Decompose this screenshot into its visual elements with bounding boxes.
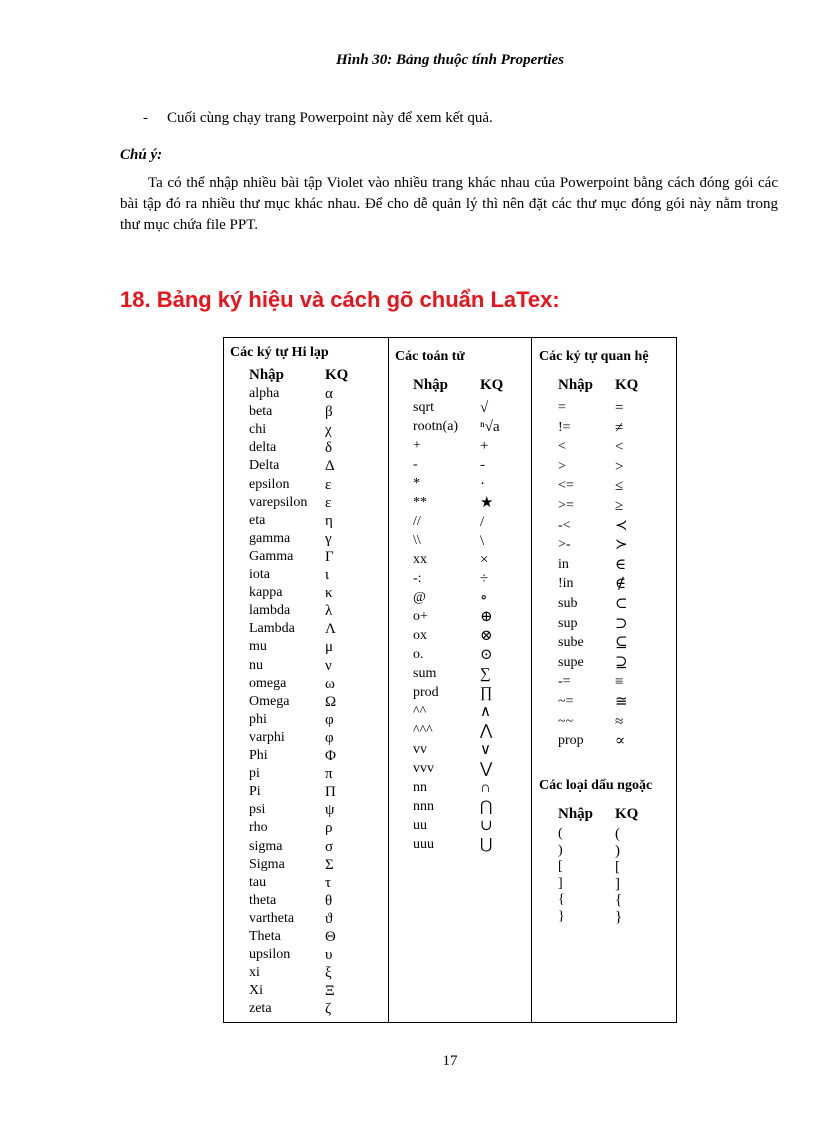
relation-symbol-result: ⊃ — [615, 615, 628, 632]
greek-symbol-result: ι — [325, 567, 330, 583]
bullet-line — [143, 110, 493, 127]
operator-symbol-result: ⊗ — [480, 628, 493, 644]
operator-symbol-input: rootn(a) — [413, 419, 459, 434]
bracket-symbol-result: ) — [615, 842, 620, 859]
relations-column-title: Các ký tự quan hệ — [539, 349, 649, 364]
operator-symbol-input: ox — [413, 628, 427, 643]
relation-symbol-result: ⊆ — [615, 635, 628, 652]
note-body: Ta có thể nhập nhiều bài tập Violet vào nhiều trang khác nhau của Powerpoint bằng cách đóng gói các bài tập đó ra nhiều thư mục khác nhau. Để cho dễ quản lý thì nên đặt các thư mục đóng gói này nằm trong thư mục chứa file PPT. — [120, 175, 778, 233]
operator-symbol-result: + — [480, 438, 489, 454]
operator-symbol-result: ⁿ√a — [480, 419, 500, 435]
operator-symbol-result: \ — [480, 533, 485, 549]
operator-symbol-input: + — [413, 438, 421, 453]
operator-symbol-input: -: — [413, 571, 422, 586]
operator-symbol-input: \\ — [413, 533, 421, 548]
operator-symbol-result-header: KQ — [480, 377, 504, 393]
greek-symbol-input: tau — [249, 874, 267, 890]
relation-symbol-result: ≅ — [615, 694, 628, 710]
relation-symbol-input: >= — [558, 498, 574, 513]
greek-symbol-input: Lambda — [249, 621, 295, 637]
greek-symbol-result: ε — [325, 476, 332, 493]
relation-symbol-result: ≺ — [615, 517, 628, 534]
operator-symbol-input: o+ — [413, 609, 428, 624]
operator-symbol-input: uuu — [413, 837, 434, 852]
operator-symbol-result: ∑ — [480, 666, 491, 682]
greek-symbol-result: σ — [325, 838, 334, 855]
greek-symbol-input: varepsilon — [249, 494, 308, 510]
operator-symbol-input: sqrt — [413, 400, 434, 415]
greek-symbol-input-header: Nhập — [249, 367, 285, 383]
greek-symbol-result: κ — [325, 585, 333, 602]
greek-symbol-result: τ — [325, 874, 332, 891]
operator-symbol-result: ∧ — [480, 704, 491, 720]
operator-symbol-result: ∨ — [480, 742, 491, 758]
greek-symbol-result: Δ — [325, 458, 335, 475]
greek-symbol-input: omega — [249, 675, 287, 691]
column-divider — [388, 338, 389, 1022]
operator-symbol-input: nn — [413, 780, 427, 795]
greek-symbol-input: gamma — [249, 530, 291, 546]
operator-symbol-input: @ — [413, 590, 426, 605]
greek-symbol-input: Delta — [249, 458, 280, 474]
operator-symbol-input-header: Nhập — [413, 377, 449, 393]
greek-symbol-input: psi — [249, 802, 266, 818]
bracket-symbol-result: [ — [615, 859, 620, 875]
relation-symbol-input: sube — [558, 635, 584, 651]
bullet-text: Cuối cùng chạy trang Powerpoint này để xem kết quả. — [167, 110, 493, 126]
relation-symbol-input: = — [558, 400, 566, 415]
operator-symbol-input: nnn — [413, 799, 434, 814]
greek-symbol-input: Pi — [249, 784, 261, 800]
operator-symbol-result: √ — [480, 400, 489, 416]
greek-symbol-result: ψ — [325, 802, 335, 819]
relation-symbol-result: ≡ — [615, 674, 624, 691]
operator-symbol-result: · — [480, 476, 485, 492]
relation-symbol-input: ~~ — [558, 713, 574, 729]
page-number: 17 — [442, 1053, 458, 1069]
greek-symbol-result: ε — [325, 494, 332, 511]
greek-symbol-result: Ξ — [325, 983, 335, 1000]
greek-symbol-input: kappa — [249, 585, 283, 601]
operator-symbol-input: prod — [413, 685, 439, 700]
greek-symbol-input: Xi — [249, 983, 263, 999]
operator-symbol-input: vvv — [413, 761, 434, 776]
greek-symbol-result: θ — [325, 892, 333, 909]
greek-symbol-input: zeta — [249, 1001, 272, 1017]
relation-symbol-input: > — [558, 458, 566, 474]
bracket-symbol-input: [ — [558, 859, 563, 874]
greek-symbol-input: alpha — [249, 386, 280, 401]
greek-symbol-input: theta — [249, 892, 277, 908]
greek-symbol-input: eta — [249, 512, 266, 528]
greek-symbol-input: phi — [249, 711, 267, 727]
greek-symbol-result: α — [325, 386, 333, 402]
operator-symbol-input: * — [413, 476, 420, 491]
greek-symbol-result-header: KQ — [325, 367, 349, 383]
relation-symbol-result: ≤ — [615, 478, 624, 495]
operator-symbol-result: ★ — [480, 495, 494, 511]
greek-symbol-input: delta — [249, 440, 277, 456]
operator-symbol-result: ∩ — [480, 780, 491, 796]
figure-caption: Hình 30: Bảng thuộc tính Properties — [336, 52, 564, 68]
bracket-symbol-input: } — [558, 908, 565, 924]
greek-symbol-input: Gamma — [249, 548, 294, 564]
greek-symbol-input: sigma — [249, 838, 283, 854]
relation-symbol-result: ⊇ — [615, 654, 628, 671]
operator-symbol-input: - — [413, 457, 418, 472]
operator-symbol-input: ^^ — [413, 704, 427, 719]
bracket-symbol-input: ) — [558, 842, 563, 858]
greek-symbol-input: chi — [249, 422, 267, 438]
greek-symbol-input: upsilon — [249, 947, 291, 963]
greek-symbol-input: beta — [249, 404, 273, 420]
operator-symbol-result: ⊕ — [480, 609, 493, 625]
operator-symbol-result: × — [480, 552, 489, 568]
relation-symbol-result-header: KQ — [615, 377, 639, 393]
bracket-symbol-input: ] — [558, 875, 563, 891]
relation-symbol-input: !in — [558, 576, 574, 592]
bracket-symbol-result: ( — [615, 826, 620, 842]
operator-symbol-input: ** — [413, 495, 427, 510]
column-divider — [531, 338, 532, 1022]
relation-symbol-input: supe — [558, 654, 584, 670]
greek-symbol-input: vartheta — [249, 910, 295, 926]
bracket-symbol-result-header: KQ — [615, 806, 639, 822]
greek-symbol-result: π — [325, 766, 333, 783]
relation-symbol-result: ≠ — [615, 419, 624, 436]
operator-symbol-result: ÷ — [480, 571, 489, 587]
greek-symbol-result: λ — [325, 603, 333, 620]
operator-symbol-result: ∪ — [480, 818, 493, 834]
relation-symbol-result: ≈ — [615, 713, 624, 730]
greek-symbol-result: μ — [325, 639, 334, 656]
bracket-symbol-result: { — [615, 892, 623, 908]
relation-symbol-result: ≥ — [615, 498, 624, 514]
greek-symbol-input: Theta — [249, 929, 281, 944]
operator-symbol-result: ⋂ — [480, 799, 493, 815]
operator-symbol-input: xx — [413, 552, 427, 567]
operator-symbol-input: uu — [413, 818, 427, 833]
relation-symbol-result: < — [615, 439, 624, 456]
bracket-symbol-result: ] — [615, 875, 620, 892]
greek-symbol-input: varphi — [249, 729, 285, 745]
operator-symbol-result: / — [480, 514, 485, 530]
operator-symbol-result: ⋀ — [480, 723, 493, 739]
greek-symbol-input: mu — [249, 639, 267, 655]
operator-symbol-input: sum — [413, 666, 437, 681]
greek-symbol-result: η — [325, 512, 333, 529]
greek-symbol-result: δ — [325, 440, 333, 457]
greek-symbol-result: Π — [325, 784, 336, 801]
relation-symbol-result: = — [615, 400, 624, 416]
relation-symbol-result: > — [615, 458, 624, 475]
relation-symbol-input: < — [558, 439, 566, 455]
operator-symbol-result: ⋁ — [480, 761, 493, 777]
operator-symbol-input: o. — [413, 647, 424, 662]
greek-symbol-input: Phi — [249, 748, 268, 763]
bullet-dash: - — [143, 110, 148, 126]
operator-symbol-input: vv — [413, 742, 427, 757]
bracket-symbol-result: } — [615, 908, 623, 925]
greek-column-title: Các ký tự Hi lạp — [230, 345, 329, 360]
relation-symbol-result: ∉ — [615, 576, 627, 593]
relation-symbol-input: sub — [558, 596, 578, 611]
relation-symbol-result: ∝ — [615, 733, 626, 750]
greek-symbol-result: ϑ — [325, 910, 333, 927]
greek-symbol-result: ξ — [325, 965, 332, 982]
relation-symbol-input: >- — [558, 537, 571, 553]
relation-symbol-input: ~= — [558, 694, 574, 709]
greek-symbol-input: rho — [249, 820, 268, 836]
operator-symbol-input: // — [413, 514, 421, 529]
greek-symbol-result: γ — [325, 530, 332, 547]
greek-symbol-result: Θ — [325, 929, 336, 945]
operator-symbol-input: ^^^ — [413, 723, 433, 738]
brackets-column-title: Các loại dấu ngoặc — [539, 778, 653, 793]
latex-symbol-table — [223, 337, 677, 1023]
greek-symbol-result: β — [325, 404, 333, 421]
relation-symbol-input: -< — [558, 517, 571, 533]
greek-symbol-input: Sigma — [249, 856, 285, 872]
greek-symbol-input: epsilon — [249, 476, 290, 492]
greek-symbol-input: pi — [249, 766, 260, 782]
greek-symbol-input: iota — [249, 567, 270, 582]
relation-symbol-input: != — [558, 419, 571, 435]
operator-symbol-result: - — [480, 457, 485, 473]
greek-symbol-result: φ — [325, 711, 334, 728]
bracket-symbol-input: { — [558, 892, 565, 907]
relation-symbol-result: ⊂ — [615, 596, 628, 612]
greek-symbol-result: Ω — [325, 693, 337, 710]
greek-symbol-result: ρ — [325, 820, 333, 837]
operator-symbol-result: ∘ — [480, 590, 488, 606]
relation-symbol-input: <= — [558, 478, 574, 494]
relation-symbol-input: -= — [558, 674, 571, 690]
greek-symbol-result: Γ — [325, 548, 334, 565]
greek-symbol-result: Λ — [325, 621, 336, 638]
greek-symbol-result: ν — [325, 657, 332, 674]
relation-symbol-result: ∈ — [615, 556, 627, 573]
greek-symbol-input: lambda — [249, 603, 291, 619]
greek-symbol-result: ω — [325, 675, 335, 692]
greek-symbol-result: Φ — [325, 748, 336, 764]
greek-symbol-result: ζ — [325, 1001, 332, 1018]
relation-symbol-input: sup — [558, 615, 578, 631]
relation-symbol-input: in — [558, 556, 569, 572]
operator-symbol-result: ∏ — [480, 685, 493, 701]
greek-symbol-result: Σ — [325, 856, 334, 873]
operators-column-title: Các toán tử — [395, 349, 465, 364]
greek-symbol-input: nu — [249, 657, 263, 673]
greek-symbol-result: χ — [325, 422, 332, 439]
relation-symbol-result: ≻ — [615, 537, 628, 554]
greek-symbol-result: φ — [325, 729, 334, 746]
operator-symbol-result: ⊙ — [480, 647, 493, 663]
note-title: Chú ý: — [120, 147, 163, 163]
greek-symbol-result: υ — [325, 947, 333, 964]
section-heading: 18. Bảng ký hiệu và cách gõ chuẩn LaTex: — [120, 287, 560, 312]
operator-symbol-result: ⋃ — [480, 837, 493, 853]
bracket-symbol-input-header: Nhập — [558, 806, 594, 822]
relation-symbol-input-header: Nhập — [558, 377, 594, 393]
greek-symbol-input: xi — [249, 965, 260, 981]
relation-symbol-input: prop — [558, 733, 584, 749]
greek-symbol-input: Omega — [249, 693, 290, 709]
bracket-symbol-input: ( — [558, 826, 563, 841]
